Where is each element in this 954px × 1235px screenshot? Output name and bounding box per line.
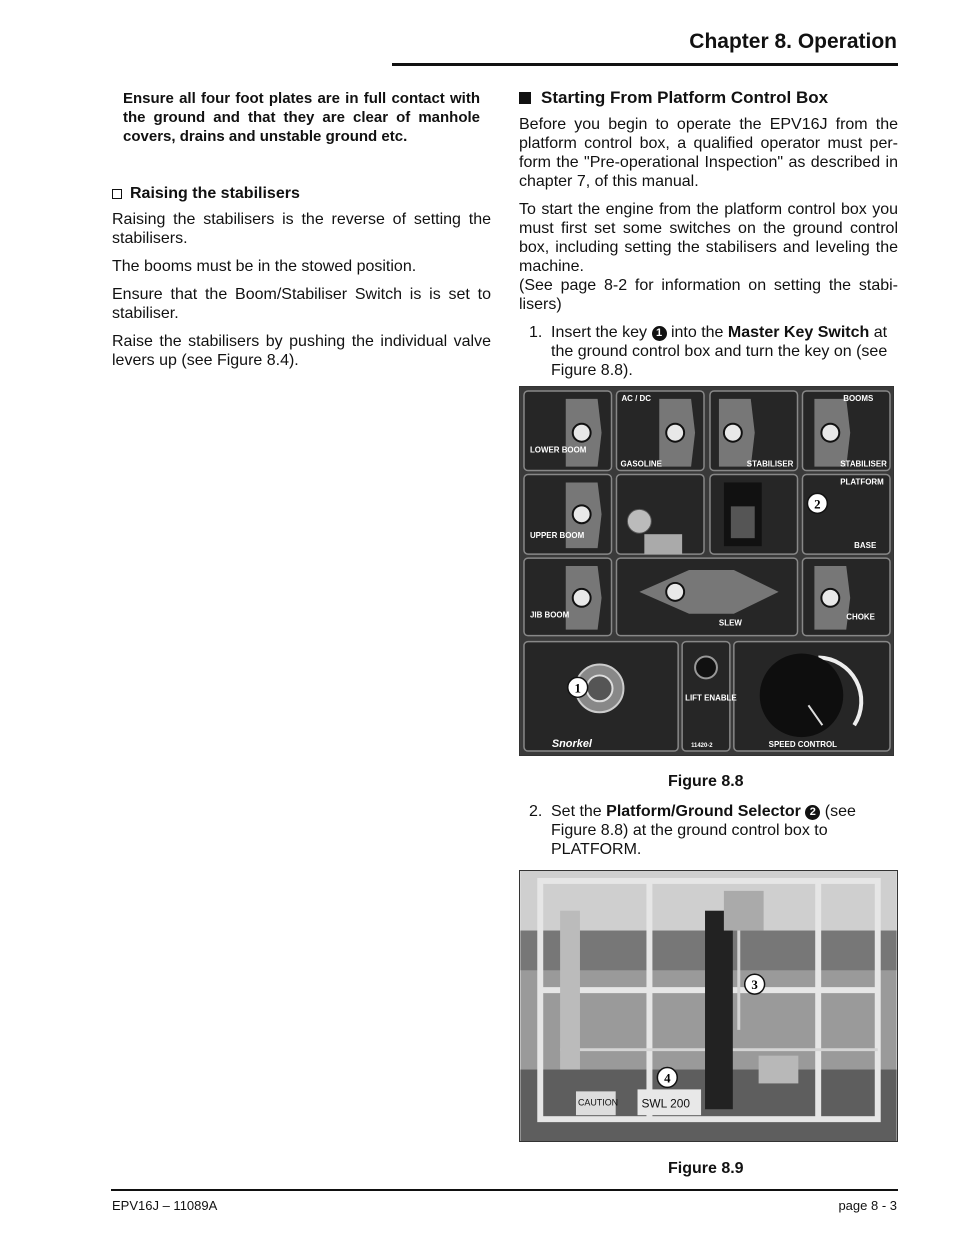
section-heading (519, 88, 898, 107)
subsection-heading (112, 184, 491, 203)
label-slew: SLEW (718, 618, 742, 628)
step-2 (519, 802, 898, 859)
step-2-wrap (519, 802, 898, 859)
header-rule (392, 63, 898, 66)
step-emphasis: Platform/Ground Selector (606, 803, 801, 820)
label-booms: BOOMS (843, 393, 874, 403)
section-heading-text: Starting From Platform Control Box (541, 88, 829, 107)
filled-square-icon (519, 92, 531, 104)
callout-2: 2 (814, 496, 821, 512)
checkbox-square-icon (112, 189, 122, 199)
left-column (112, 184, 491, 379)
label-platform: PLATFORM (840, 477, 884, 487)
paragraph: To start the engine from the platform control box you must first set some switches on the ground control box, including setting the stabilisers and leveling the machine. (519, 201, 898, 275)
chapter-title: Chapter 8. Operation (689, 30, 897, 53)
step-number: 1. (529, 324, 543, 341)
step-text: Set the (551, 803, 602, 820)
label-lift-enable: LIFT ENABLE (685, 693, 737, 703)
caution-sticker: CAUTION (577, 1097, 619, 1108)
paragraph: Ensure that the Boom/Stabiliser Switch is is set to stabiliser. (112, 286, 491, 322)
right-column (519, 88, 898, 380)
brand-logo: Snorkel (551, 738, 592, 751)
figure-8-8-caption: Figure 8.8 (668, 773, 744, 790)
paragraph: (See page 8-2 for information on setting the stabi-lisers) (519, 277, 898, 313)
callout-badge-icon: 1 (652, 326, 667, 341)
paragraph: The booms must be in the stowed position. (112, 258, 417, 275)
label-choke: CHOKE (846, 612, 875, 622)
step-number: 2. (529, 803, 543, 820)
label-stabiliser-2: STABILISER (840, 459, 887, 469)
step-text: (see Figure 8.8) at the ground control box to PLATFORM. (551, 803, 856, 858)
label-upper-boom: UPPER BOOM (529, 531, 585, 541)
callout-badge-icon: 2 (805, 805, 820, 820)
label-jib-boom: JIB BOOM (529, 610, 570, 620)
figure-8-9-caption: Figure 8.9 (668, 1160, 744, 1177)
warning-note: Ensure all four foot plates are in full contact with the ground and that they are clear of manhole covers, drains and unstable ground etc. (123, 90, 480, 145)
label-speed-control: SPEED CONTROL (768, 740, 838, 750)
label-gasoline: GASOLINE (620, 459, 662, 469)
label-lower-boom: LOWER BOOM (529, 445, 587, 455)
step-text: Insert the key (551, 324, 648, 341)
label-base: BASE (854, 541, 877, 551)
label-stabiliser: STABILISER (746, 459, 794, 469)
part-number: 11420-2 (691, 743, 713, 750)
label-acdc: AC / DC (621, 393, 652, 403)
paragraph: Raising the stabilisers is the reverse of setting the stabilisers. (112, 211, 491, 247)
callout-1: 1 (574, 680, 581, 696)
document-id: EPV16J – 11089A (112, 1198, 218, 1213)
figure-8-9-platform-photo (519, 870, 898, 1142)
swl-sticker: SWL 200 (641, 1096, 691, 1111)
paragraph: Raise the stabilisers by pushing the individual valve levers up (see Figure 8.4). (112, 333, 491, 369)
subsection-heading-text: Raising the stabilisers (130, 185, 300, 202)
paragraph: Before you begin to operate the EPV16J from the platform control box, a qualified operator must per-form the "Pre-operational Inspection" as described in chapter 7, of this manual. (519, 116, 898, 190)
step-emphasis: Master Key Switch (727, 324, 870, 341)
step-1 (519, 323, 898, 380)
page-number: page 8 - 3 (838, 1198, 897, 1213)
callout-3: 3 (751, 978, 758, 993)
step-text: at the ground control box and turn the key on (see Figure 8.8). (551, 324, 888, 379)
footer-rule (111, 1189, 898, 1191)
callout-4: 4 (664, 1071, 671, 1086)
figure-8-8-control-panel (519, 386, 894, 756)
step-text: into the (670, 324, 724, 341)
